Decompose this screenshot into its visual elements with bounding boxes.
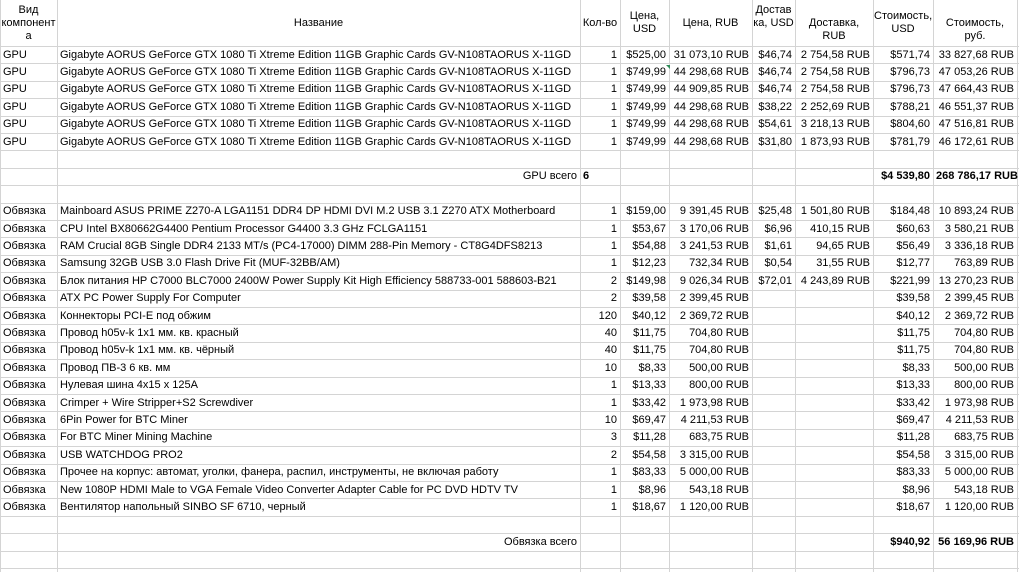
cell-cost-usd[interactable]: $18,67 [896,500,930,513]
harness-row [0,342,1019,359]
cell-type[interactable]: Обвязка [3,344,46,357]
cell-cost-rub[interactable]: 47 053,26 RUB [938,65,1014,78]
gpu-row [0,64,1019,81]
gpu-row [0,134,1019,151]
grid-hline [0,568,1019,569]
cell-cost-rub[interactable]: 5 000,00 RUB [944,466,1014,479]
cell-name[interactable]: Gigabyte AORUS GeForce GTX 1080 Ti Xtreme Edition 11GB Graphic Cards GV-N108TAORUS X-11GD [60,100,572,113]
cell-name[interactable]: Gigabyte AORUS GeForce GTX 1080 Ti Xtreme Edition 11GB Graphic Cards GV-N108TAORUS X-11GD [60,83,572,96]
cell-cost-rub[interactable]: 704,80 RUB [954,344,1014,357]
cell-price-rub[interactable]: 44 909,85 RUB [673,83,749,96]
cell-qty[interactable]: 1 [610,483,617,496]
cell-price-usd[interactable]: $159,00 [626,205,666,218]
cell-qty[interactable]: 1 [610,239,617,252]
cell-cost-rub[interactable]: 763,89 RUB [954,257,1014,270]
cell-cost-usd[interactable]: $83,33 [896,466,930,479]
cell-type[interactable]: GPU [3,48,27,61]
total-label: Обвязка всего [503,535,577,548]
cell-qty[interactable]: 40 [604,344,617,357]
cell-cost-rub[interactable]: 3 315,00 RUB [944,448,1014,461]
empty-row [0,151,1019,168]
cell-qty[interactable]: 1 [610,500,617,513]
cell-type[interactable]: Обвязка [3,500,46,513]
cell-price-usd[interactable]: $749,99 [626,83,666,96]
cell-cost-rub[interactable]: 800,00 RUB [954,379,1014,392]
cell-cost-rub[interactable]: 4 211,53 RUB [945,413,1014,426]
cell-qty[interactable]: 1 [610,379,617,392]
cell-type[interactable]: Обвязка [3,413,46,426]
cell-price-usd[interactable]: $11,75 [633,344,666,357]
cell-delivery-usd[interactable]: $38,22 [758,100,792,113]
cell-delivery-usd[interactable]: $1,61 [764,239,792,252]
cell-name[interactable]: RAM Crucial 8GB Single DDR4 2133 MT/s (PC4-17000) DIMM 288-Pin Memory - CT8G4DFS8213 [60,239,543,252]
cell-qty[interactable]: 1 [610,466,617,479]
cell-name[interactable]: USB WATCHDOG PRO2 [60,448,183,461]
cell-price-usd[interactable]: $11,28 [633,431,666,444]
cell-price-rub[interactable]: 683,75 RUB [689,431,749,444]
header-delivery-rub[interactable]: Доставка, RUB [808,17,860,42]
cell-delivery-rub[interactable] [795,412,873,429]
cell-qty[interactable]: 10 [604,361,617,374]
cell-price-usd[interactable]: $54,88 [632,239,666,252]
cell-type[interactable]: Обвязка [3,379,46,392]
cell-name[interactable]: Прочее на корпус: автомат, уголки, фанера, распил, инструменты, не включая работу [60,466,499,479]
cell-name[interactable]: Mainboard ASUS PRIME Z270-A LGA1151 DDR4 DP HDMI DVI M.2 USB 3.1 Z270 ATX Motherboard [60,205,556,218]
cell-delivery-rub[interactable] [795,360,873,377]
cell-price-rub[interactable]: 2 399,45 RUB [679,292,749,305]
cell-delivery-usd[interactable]: $6,96 [764,222,792,235]
cell-type[interactable]: Обвязка [3,205,46,218]
gpu-row [0,99,1019,116]
cell-price-usd[interactable]: $12,23 [632,257,666,270]
cell-price-rub[interactable]: 3 170,06 RUB [679,222,749,235]
cell-price-usd[interactable]: $149,98 [626,274,666,287]
cell-delivery-rub[interactable] [795,342,873,359]
comment-marker [666,65,670,69]
cell-cost-usd[interactable]: $781,79 [890,135,930,148]
gpu-row [0,81,1019,98]
cell-cost-usd[interactable]: $571,74 [890,48,930,61]
cell-name[interactable]: Gigabyte AORUS GeForce GTX 1080 Ti Xtreme Edition 11GB Graphic Cards GV-N108TAORUS X-11GD [60,135,572,148]
cell-price-rub[interactable]: 1 120,00 RUB [679,500,749,513]
cell-type[interactable]: Обвязка [3,239,46,252]
cell-cost-usd[interactable]: $796,73 [890,65,930,78]
cell-cost-usd[interactable]: $39,58 [896,292,930,305]
cell-cost-usd[interactable]: $11,28 [897,431,930,444]
cell-delivery-rub[interactable]: 3 218,13 RUB [800,118,870,131]
cell-price-usd[interactable]: $54,58 [632,448,666,461]
cell-cost-rub[interactable]: 47 516,81 RUB [938,118,1014,131]
harness-row [0,429,1019,446]
cell-type[interactable]: GPU [3,135,27,148]
cell-price-usd[interactable]: $83,33 [632,466,666,479]
cell-qty[interactable]: 2 [610,274,617,287]
harness-row [0,447,1019,464]
cell-price-usd[interactable]: $749,99 [626,118,666,131]
header-price-rub[interactable]: Цена, RUB [682,17,739,29]
cell-qty[interactable] [580,534,620,551]
harness-row [0,325,1019,342]
cell-cost-rub[interactable]: 33 827,68 RUB [938,48,1014,61]
cell-delivery-usd[interactable] [752,308,795,325]
cell-delivery-usd[interactable]: $25,48 [758,205,792,218]
cell-type[interactable]: Обвязка [3,396,46,409]
cell-price-rub[interactable]: 9 026,34 RUB [679,274,749,287]
cell-name[interactable]: Провод h05v-k 1х1 мм. кв. чёрный [60,344,235,357]
cell-delivery-usd[interactable] [752,464,795,481]
cell-cost-rub[interactable]: 10 893,24 RUB [938,205,1014,218]
cell-cost-rub[interactable]: 3 580,21 RUB [944,222,1014,235]
cell-price-rub[interactable]: 44 298,68 RUB [673,135,749,148]
cell-qty[interactable]: 2 [610,448,617,461]
cell-delivery-rub[interactable] [795,325,873,342]
cell-cost-usd[interactable]: $69,47 [896,413,930,426]
cell-price-rub[interactable]: 1 973,98 RUB [679,396,749,409]
cell-name[interactable]: Коннекторы PCI-E под обжим [60,309,211,322]
cell-price-rub[interactable]: 31 073,10 RUB [673,48,749,61]
cell-price-rub[interactable]: 732,34 RUB [689,257,749,270]
cell-qty[interactable]: 1 [610,205,617,218]
harness-row [0,273,1019,290]
cell-price-rub[interactable]: 5 000,00 RUB [679,466,749,479]
cell-price-usd[interactable]: $749,99 [626,100,666,113]
cell-type[interactable]: Обвязка [3,274,46,287]
cell-type[interactable]: Обвязка [3,309,46,322]
cell-price-rub[interactable]: 543,18 RUB [689,483,749,496]
cell-delivery-usd[interactable]: $31,80 [758,135,792,148]
cell-cost-rub[interactable]: 2 399,45 RUB [944,292,1014,305]
cell-price-rub[interactable]: 44 298,68 RUB [673,100,749,113]
cell-type[interactable]: Обвязка [3,292,46,305]
harness-row [0,238,1019,255]
cell-price-usd[interactable]: $749,99 [626,65,666,78]
cell-delivery-rub[interactable]: 2 252,69 RUB [800,100,870,113]
cell-type[interactable]: GPU [3,65,27,78]
cell-price-rub[interactable]: 3 241,53 RUB [679,239,749,252]
cell-cost-usd[interactable]: $940,92 [890,535,930,548]
header-name[interactable]: Название [293,17,344,29]
cell-type[interactable]: Обвязка [3,466,46,479]
cell-qty[interactable]: 6 [583,170,590,183]
cell-delivery-usd[interactable]: $0,54 [764,257,792,270]
cell-delivery-rub[interactable]: 2 754,58 RUB [800,83,870,96]
cell-delivery-rub[interactable] [795,464,873,481]
cell-type[interactable]: Обвязка [3,431,46,444]
cell-cost-usd[interactable]: $788,21 [890,100,930,113]
cell-price-rub[interactable]: 4 211,53 RUB [680,413,749,426]
cell-price-usd[interactable]: $18,67 [632,500,666,513]
cell-type[interactable]: GPU [3,100,27,113]
cell-cost-usd[interactable]: $4 539,80 [881,170,930,183]
cell-cost-rub[interactable]: 46 172,61 RUB [938,135,1014,148]
cell-delivery-usd[interactable]: $46,74 [758,65,792,78]
header-cost-usd[interactable]: Стоимость, USD [874,10,933,35]
cell-cost-usd[interactable]: $13,33 [896,379,930,392]
harness-row [0,499,1019,516]
cell-price-usd[interactable]: $749,99 [626,135,666,148]
cell-cost-rub[interactable]: 13 270,23 RUB [938,274,1014,287]
cell-delivery-rub[interactable]: 1 501,80 RUB [800,205,870,218]
harness-row [0,377,1019,394]
harness-row [0,203,1019,220]
harness-row [0,482,1019,499]
cell-name[interactable]: New 1080P HDMI Male to VGA Female Video Converter Adapter Cable for PC DVD HDTV TV [60,483,518,496]
cell-name[interactable]: ATX PC Power Supply For Computer [60,292,241,305]
harness-row [0,221,1019,238]
cell-delivery-rub[interactable]: 31,55 RUB [816,257,870,270]
cell-name[interactable]: Блок питания HP C7000 BLC7000 2400W Power Supply Kit High Efficiency 588733-001 588603-B21 [60,274,557,287]
cell-name[interactable]: Нулевая шина 4х15 х 125А [60,379,198,392]
cell-cost-rub[interactable]: 704,80 RUB [954,326,1014,339]
cell-cost-rub[interactable]: 500,00 RUB [954,361,1014,374]
cell-price-usd[interactable]: $8,96 [638,483,666,496]
cell-delivery-rub[interactable] [795,308,873,325]
harness-row [0,360,1019,377]
cell-cost-rub[interactable]: 3 336,18 RUB [944,239,1014,252]
cell-cost-usd[interactable]: $184,48 [890,205,930,218]
cell-cost-rub[interactable]: 46 551,37 RUB [938,100,1014,113]
cell-qty[interactable]: 1 [610,48,617,61]
cell-cost-usd[interactable]: $40,12 [896,309,930,322]
cell-price-rub[interactable]: 800,00 RUB [689,379,749,392]
cell-qty[interactable]: 1 [610,65,617,78]
cell-qty[interactable]: 3 [610,431,617,444]
harness-row [0,412,1019,429]
cell-type[interactable]: Обвязка [3,257,46,270]
cell-delivery-rub[interactable]: 2 754,58 RUB [800,65,870,78]
cell-name[interactable]: Вентилятор напольный SINBO SF 6710, черный [60,500,306,513]
cell-cost-usd[interactable]: $221,99 [890,274,930,287]
header-price-usd[interactable]: Цена, USD [629,10,660,35]
empty-row [0,516,1019,533]
cell-delivery-usd[interactable] [752,360,795,377]
cell-qty[interactable]: 2 [610,292,617,305]
cell-cost-usd[interactable]: $8,33 [902,361,930,374]
empty-row [0,186,1019,203]
header-cost-rub[interactable]: Стоимость, руб. [945,17,1005,42]
cell-qty[interactable]: 1 [610,396,617,409]
cell-delivery-rub[interactable]: 1 873,93 RUB [800,135,870,148]
cell-cost-usd[interactable]: $54,58 [896,448,930,461]
cell-qty[interactable]: 1 [610,83,617,96]
header-delivery-usd[interactable]: Достав ка, USD [753,4,794,29]
cell-price-usd[interactable]: $40,12 [632,309,666,322]
cell-delivery-usd[interactable] [752,377,795,394]
cell-delivery-rub[interactable]: 94,65 RUB [816,239,870,252]
cell-price-usd[interactable]: $33,42 [632,396,666,409]
cell-price-usd[interactable]: $53,67 [632,222,666,235]
cell-price-rub[interactable]: 44 298,68 RUB [673,118,749,131]
cell-delivery-rub[interactable] [795,429,873,446]
cell-cost-rub[interactable]: 268 786,17 RUB [936,170,1018,183]
cell-cost-rub[interactable]: 47 664,43 RUB [938,83,1014,96]
cell-cost-rub[interactable]: 56 169,96 RUB [938,535,1014,548]
cell-cost-rub[interactable]: 1 120,00 RUB [944,500,1014,513]
cell-qty[interactable]: 120 [598,309,617,322]
cell-name[interactable]: Gigabyte AORUS GeForce GTX 1080 Ti Xtreme Edition 11GB Graphic Cards GV-N108TAORUS X-11GD [60,48,572,61]
gpu-row [0,116,1019,133]
header-qty[interactable]: Кол-во [582,17,618,29]
cell-type[interactable]: Обвязка [3,361,46,374]
cell-cost-usd[interactable]: $8,96 [902,483,930,496]
cell-price-usd[interactable]: $39,58 [632,292,666,305]
cell-delivery-usd[interactable] [752,412,795,429]
cell-name[interactable]: Провод h05v-k 1х1 мм. кв. красный [60,326,239,339]
cell-delivery-usd[interactable]: $46,74 [758,48,792,61]
cell-delivery-rub[interactable]: 410,15 RUB [810,222,870,235]
cell-delivery-usd[interactable] [752,429,795,446]
cell-delivery-usd[interactable] [752,290,795,307]
cell-delivery-usd[interactable] [752,447,795,464]
cell-delivery-rub[interactable] [795,377,873,394]
empty-row [0,551,1019,568]
cell-qty[interactable]: 1 [610,118,617,131]
cell-cost-usd[interactable]: $11,75 [897,344,930,357]
harness-total-row [0,534,1019,551]
cell-delivery-rub[interactable]: 2 754,58 RUB [800,48,870,61]
cell-price-usd[interactable]: $525,00 [626,48,666,61]
header-type[interactable]: Вид компонент а [1,4,56,42]
cell-price-rub[interactable]: 704,80 RUB [689,344,749,357]
cell-cost-usd[interactable]: $796,73 [890,83,930,96]
cell-cost-rub[interactable]: 683,75 RUB [954,431,1014,444]
cell-qty[interactable]: 1 [610,100,617,113]
cell-delivery-rub[interactable] [795,395,873,412]
harness-row [0,290,1019,307]
cell-cost-rub[interactable]: 543,18 RUB [954,483,1014,496]
total-label: GPU всего [522,170,577,183]
cell-delivery-usd[interactable] [752,325,795,342]
cell-delivery-rub[interactable] [795,499,873,516]
cell-name[interactable]: CPU Intel BX80662G4400 Pentium Processor G4400 3.3 GHz FCLGA1151 [60,222,428,235]
cell-cost-usd[interactable]: $804,60 [890,118,930,131]
cell-cost-usd[interactable]: $11,75 [897,326,930,339]
cell-type[interactable]: Обвязка [3,326,46,339]
cell-price-usd[interactable]: $69,47 [632,413,666,426]
cell-price-rub[interactable]: 500,00 RUB [689,361,749,374]
cell-type[interactable]: Обвязка [3,483,46,496]
cell-delivery-usd[interactable] [752,342,795,359]
cell-price-usd[interactable]: $13,33 [632,379,666,392]
cell-cost-rub[interactable]: 2 369,72 RUB [944,309,1014,322]
cell-cost-rub[interactable]: 1 973,98 RUB [944,396,1014,409]
gpu-total-row [0,168,1019,185]
cell-delivery-rub[interactable]: 4 243,89 RUB [800,274,870,287]
cell-delivery-usd[interactable]: $72,01 [758,274,792,287]
cell-type[interactable]: GPU [3,118,27,131]
cell-price-rub[interactable]: 3 315,00 RUB [679,448,749,461]
harness-row [0,395,1019,412]
cell-qty[interactable]: 1 [610,257,617,270]
cell-qty[interactable]: 10 [604,413,617,426]
cell-delivery-usd[interactable]: $46,74 [758,83,792,96]
cell-price-rub[interactable]: 9 391,45 RUB [679,205,749,218]
cell-cost-usd[interactable]: $56,49 [896,239,930,252]
cell-price-rub[interactable]: 2 369,72 RUB [679,309,749,322]
cell-cost-usd[interactable]: $12,77 [896,257,930,270]
cell-name[interactable]: Samsung 32GB USB 3.0 Flash Drive Fit (MUF-32BB/AM) [60,257,340,270]
harness-row [0,308,1019,325]
cell-name[interactable]: Crimper + Wire Stripper+S2 Screwdiver [60,396,254,409]
cell-name[interactable]: Gigabyte AORUS GeForce GTX 1080 Ti Xtreme Edition 11GB Graphic Cards GV-N108TAORUS X-11GD [60,65,572,78]
gpu-row [0,47,1019,64]
cell-name[interactable]: 6Pin Power for BTC Miner [60,413,188,426]
cell-delivery-rub[interactable] [795,290,873,307]
cell-delivery-rub[interactable] [795,447,873,464]
cell-cost-usd[interactable]: $60,63 [896,222,930,235]
cell-qty[interactable]: 40 [604,326,617,339]
cell-type[interactable]: GPU [3,83,27,96]
cell-price-rub[interactable]: 44 298,68 RUB [673,65,749,78]
cell-delivery-rub[interactable] [795,482,873,499]
cell-delivery-usd[interactable]: $54,61 [758,118,792,131]
cell-price-usd[interactable]: $8,33 [638,361,666,374]
cell-qty[interactable]: 1 [610,135,617,148]
harness-row [0,464,1019,481]
harness-row [0,255,1019,272]
cell-delivery-usd[interactable] [752,395,795,412]
cell-type[interactable]: Обвязка [3,448,46,461]
cell-price-usd[interactable]: $11,75 [633,326,666,339]
cell-name[interactable]: For BTC Miner Mining Machine [60,431,213,444]
cell-cost-usd[interactable]: $33,42 [896,396,930,409]
cell-delivery-usd[interactable] [752,482,795,499]
cell-delivery-usd[interactable] [752,499,795,516]
cell-name[interactable]: Gigabyte AORUS GeForce GTX 1080 Ti Xtreme Edition 11GB Graphic Cards GV-N108TAORUS X-11GD [60,118,572,131]
cell-name[interactable]: Провод ПВ-3 6 кв. мм [60,361,171,374]
cell-type[interactable]: Обвязка [3,222,46,235]
cell-qty[interactable]: 1 [610,222,617,235]
cell-price-rub[interactable]: 704,80 RUB [689,326,749,339]
